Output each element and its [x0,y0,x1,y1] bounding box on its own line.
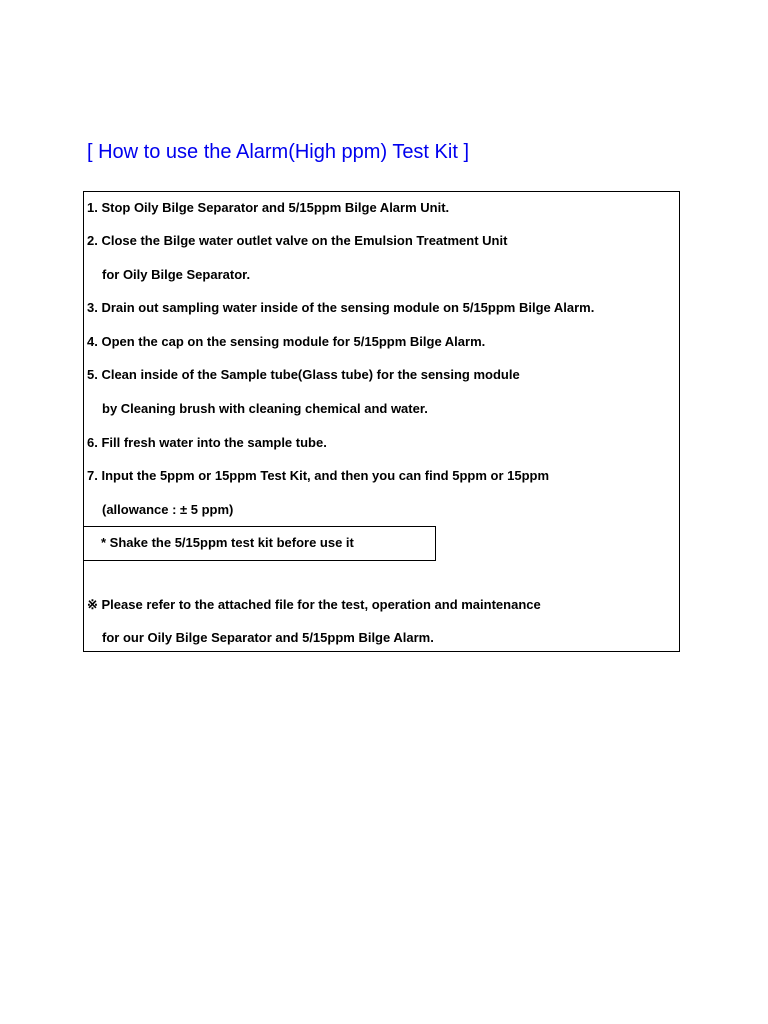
step-7: 7. Input the 5ppm or 15ppm Test Kit, and then you can find 5ppm or 15ppm [87,468,550,483]
step-3: 3. Drain out sampling water inside of the sensing module on 5/15ppm Bilge Alarm. [87,300,595,315]
step-5: 5. Clean inside of the Sample tube(Glass tube) for the sensing module [87,367,520,382]
reference-note-continued: for our Oily Bilge Separator and 5/15ppm Bilge Alarm. [102,630,434,645]
instructions-box [83,191,680,652]
step-1: 1. Stop Oily Bilge Separator and 5/15ppm Bilge Alarm Unit. [87,200,450,215]
step-2-continued: for Oily Bilge Separator. [102,267,251,282]
reference-note: ※ Please refer to the attached file for the test, operation and maintenance [87,597,541,612]
step-6: 6. Fill fresh water into the sample tube. [87,435,327,450]
shake-note: * Shake the 5/15ppm test kit before use it [101,535,354,550]
page-title: [ How to use the Alarm(High ppm) Test Kit ] [87,141,470,163]
step-7-allowance: (allowance : ± 5 ppm) [102,502,234,517]
step-4: 4. Open the cap on the sensing module for 5/15ppm Bilge Alarm. [87,334,486,349]
step-5-continued: by Cleaning brush with cleaning chemical and water. [102,401,428,416]
step-2: 2. Close the Bilge water outlet valve on the Emulsion Treatment Unit [87,233,508,248]
note-box [84,526,436,561]
